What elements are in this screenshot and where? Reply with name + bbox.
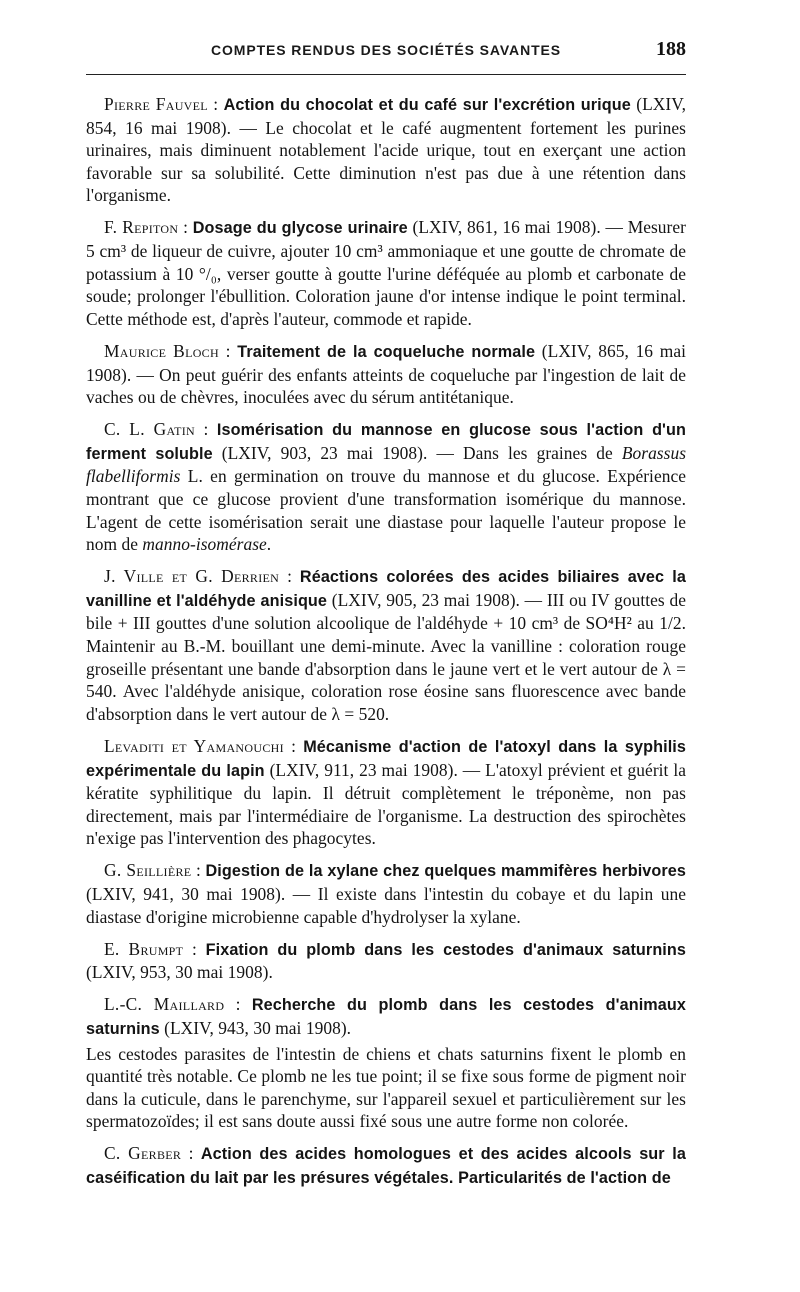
entry-gatin [86, 418, 686, 556]
entry-levaditi [86, 735, 686, 850]
entry-separator: : [283, 735, 304, 756]
entry-seilliere [86, 859, 686, 928]
entry-title: Action du chocolat et du café sur l'excrétion urique [223, 96, 631, 114]
entry-author: C. L. Gatin [104, 419, 196, 440]
running-header [86, 36, 686, 66]
entry-title: Mécanisme d'action de l'atoxyl dans la syphilis expérimentale du lapin [86, 737, 686, 780]
summary-paragraph: Les cestodes parasites de l'intestin de chiens et chats saturnins fixent le plomb en quantité très notable. Ce plomb ne les tue point; il se fixe sous forme de pigment noir dans la cuticule, dans le parenchyme, sur l'appareil sexuel et particulièrement sur les spermatozoïdes; il est sans doute aussi fixé sous une autre forme non colorée. [86, 1043, 686, 1132]
entry-separator: : [218, 340, 238, 361]
entry-author: J. Ville et G. Derrien [104, 566, 280, 587]
entry-body-end: . [266, 534, 272, 555]
entry-separator: : [183, 938, 206, 959]
entry-separator: : [279, 566, 300, 587]
entry-author: C. Gerber [104, 1143, 182, 1164]
species-name: Borassus flabelliformis [86, 442, 687, 487]
entry-author: F. Repiton [104, 217, 179, 238]
entry-body: (LXIV, 941, 30 mai 1908). — Il existe dans l'intestin du cobaye et du lapin une diastase d'origine microbienne capable d'hydrolyser la xylane. [86, 884, 686, 927]
page-number: 188 [656, 38, 686, 60]
entry-author: G. Seillière [104, 860, 192, 881]
entries-list [86, 93, 686, 1190]
document-page [86, 36, 686, 1199]
entry-separator: : [191, 860, 206, 881]
entry-author: E. Brumpt [104, 938, 184, 959]
entry-title: Traitement de la coqueluche normale [237, 342, 536, 361]
entry-gerber [86, 1142, 686, 1189]
entry-fauvel [86, 93, 686, 207]
entry-separator: : [181, 1143, 201, 1164]
running-title: COMPTES RENDUS DES SOCIÉTÉS SAVANTES [210, 42, 562, 58]
entry-maillard-summary [86, 1043, 686, 1133]
entry-repiton [86, 216, 686, 330]
enzyme-name: manno-isomérase [142, 534, 267, 555]
entry-bloch [86, 340, 686, 409]
entry-separator: : [195, 419, 217, 440]
entry-body: (LXIV, 854, 16 mai 1908). — Le chocolat et le café augmentent fortement les purines urinaires, mais diminuent notablement l'acide urique, tout en exerçant une action favorable sur sa solubilité. Cette diminution n'est pas due à une rétention dans l'organisme. [86, 94, 686, 206]
entry-author: Pierre Fauvel [104, 94, 208, 114]
entry-maillard [86, 993, 686, 1040]
entry-author: L.-C. Maillard [104, 994, 225, 1015]
entry-body: (LXIV, 903, 23 mai 1908). — Dans les graines de [212, 442, 622, 463]
entry-body: (LXIV, 905, 23 mai 1908). — III ou IV gouttes de bile + III gouttes d'une solution alcoolique de l'aldéhyde + 10 cm³ de SO⁴H² au 1/2. Maintenir au B.-M. bouillant une demi-minute. Avec la vanilline : coloration rouge groseille présentant une bande d'absorption dans le jaune vert et le vert autour de λ = 540. Avec l'aldéhyde anisique, coloration rose éosine sans fluorescence avec bande d'absorption dans le vert autour de λ = 520. [86, 589, 686, 724]
entry-body: (LXIV, 953, 30 mai 1908). [86, 962, 273, 983]
header-rule [86, 74, 686, 75]
entry-author: Levaditi et Yamanouchi [104, 735, 284, 756]
entry-separator: : [178, 217, 193, 238]
entry-body: (LXIV, 911, 23 mai 1908). — L'atoxyl prévient et guérit la kératite syphilitique du lapin. Il détruit complètement le tréponème, non pas directement, mais par l'intermédiaire de l'organisme. La destruction des spirochètes n'exige pas l'intervention des phagocytes. [86, 759, 686, 849]
entry-separator: : [224, 994, 252, 1015]
entry-title: Réactions colorées des acides biliaires avec la vanilline et l'aldéhyde anisique [86, 568, 686, 610]
entry-title: Dosage du glycose urinaire [192, 219, 408, 238]
entry-body: (LXIV, 861, 16 mai 1908). — Mesurer 5 cm³ de liqueur de cuivre, ajouter 10 cm³ ammoniaque et une goutte de chromate de potassium à 10 °/₀, verser goutte à goutte l'urine déféquée au plomb et carbonate de soude; prolonger l'ébullition. Coloration jaune d'or intense indique le point terminal. Cette méthode est, d'après l'auteur, commode et rapide. [86, 217, 686, 329]
entry-body: (LXIV, 865, 16 mai 1908). — On peut guérir des enfants atteints de coqueluche par l'ingestion de lait de vaches ou de chèvres, inoculées avec du sérum antitétanique. [86, 340, 686, 408]
entry-title: Action des acides homologues et des acides alcools sur la caséification du lait par les présures végétales. Particularités de l'action de [86, 1145, 686, 1188]
entry-title: Recherche du plomb dans les cestodes d'animaux saturnins [86, 996, 686, 1038]
entry-ville-derrien [86, 565, 686, 725]
entry-title: Isomérisation du mannose en glucose sous l'action d'un ferment soluble [86, 421, 686, 463]
entry-brumpt [86, 938, 686, 984]
entry-title: Digestion de la xylane chez quelques mammifères herbivores [205, 862, 686, 881]
entry-body-continued: L. en germination on trouve du mannose et du glucose. Expérience montrant que ce glucose provient d'une transformation isomérique du mannose. L'agent de cette isomérisation serait une diastase pour laquelle l'auteur propose le nom de [86, 466, 686, 555]
entry-body: (LXIV, 943, 30 mai 1908). [159, 1017, 352, 1038]
entry-separator: : [207, 94, 224, 114]
entry-title: Fixation du plomb dans les cestodes d'animaux saturnins [205, 940, 686, 959]
entry-author: Maurice Bloch [104, 340, 219, 361]
